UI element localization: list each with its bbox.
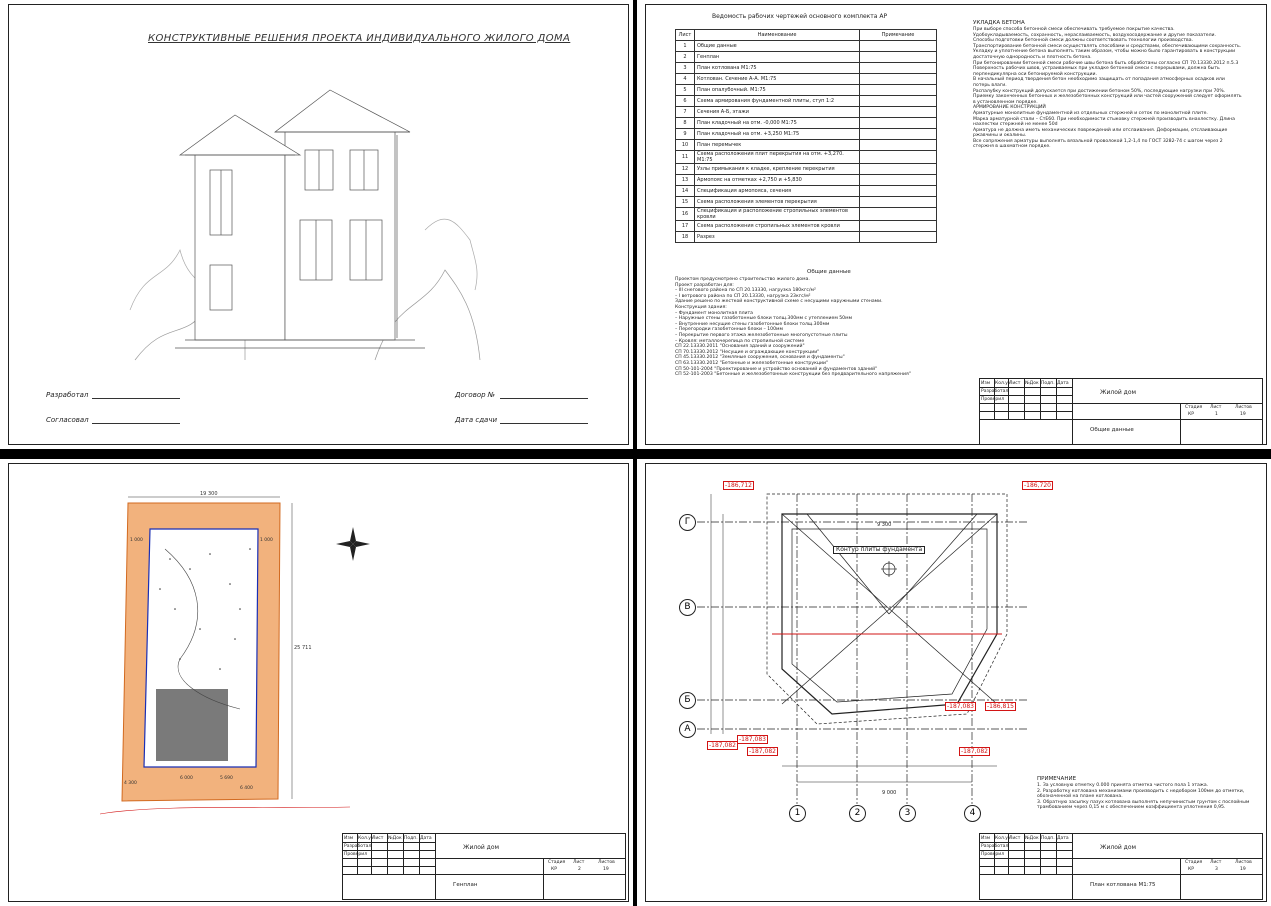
stamp-grid-line xyxy=(1180,858,1181,899)
text-line: – Внутренние несущие стены газобетонные блоки толщ.300мм xyxy=(675,321,830,327)
stamp-header: Лист xyxy=(1009,836,1021,841)
site-plan-drawing xyxy=(60,489,360,819)
text-line: Конструкция здания: xyxy=(675,304,727,310)
signature-line xyxy=(500,423,588,424)
cell-note xyxy=(860,221,937,232)
stamp-object: Жилой дом xyxy=(1100,389,1137,396)
dim-text: 1 000 xyxy=(130,538,143,543)
dim-text: 19 300 xyxy=(200,491,218,497)
cell-note xyxy=(860,85,937,96)
cell-sheet-name: Спецификация армопояса, сечения xyxy=(695,186,860,197)
cell-note xyxy=(860,41,937,52)
dim-text: 6 000 xyxy=(180,776,193,781)
table-row xyxy=(676,107,937,118)
cell-sheet-name: Армопояс на отметках +2,750 и +5,830 xyxy=(695,175,860,186)
stamp-sheet: 2 xyxy=(578,867,581,872)
stamp-header: Лист xyxy=(1009,381,1021,386)
text-line: Поверхность рабочих швов, устраиваемых при укладке бетонной смеси с перерывами, должна быть перпендикулярна оси бетонируемой конструкции. xyxy=(973,66,1220,77)
cell-sheet-name: Схема расположения плит перекрытия на отм. +3,270. М1:75 xyxy=(695,151,860,164)
text-line: Удобоукладываемость, сохранность, нераслаиваемость, воздухосодержание и другие показатели. xyxy=(973,32,1216,38)
dim-text: 5 690 xyxy=(220,776,233,781)
text-line: Укладку и уплотнение бетона выполнять таким образом, чтобы можно было гарантировать в конструкции достаточную однородность и плотность бетона. xyxy=(973,49,1236,60)
text-line: Все сопряжения арматуры выполнять вязальной проволокой 1,2-1,4 по ГОСТ 3282-74 с шагом через 2 стержня в шахматном порядке. xyxy=(973,138,1223,150)
stamp-sheets: 19 xyxy=(1240,412,1246,417)
stamp-grid-line xyxy=(1072,858,1262,859)
stamp-sheet-header: Лист xyxy=(1210,405,1222,410)
stamp-sheets-header: Листов xyxy=(1235,405,1252,410)
text-line: – Наружные стены газобетонные блоки толщ.300мм с утеплением 50мм xyxy=(675,316,853,322)
text-line: – III снегового района по СП 20.13330, нагрузка 180кгс/м² xyxy=(675,288,816,294)
label-delivery: Дата сдачи xyxy=(455,416,498,424)
stamp-grid-line xyxy=(343,866,435,867)
stamp-role: Проверил xyxy=(981,852,1005,857)
cell-sheet-number: 8 xyxy=(676,118,695,129)
stamp-grid-line xyxy=(1180,403,1181,444)
cell-note xyxy=(860,175,937,186)
text-line: Здание решено по жесткой конструктивной схеме с несущими наружными стенами. xyxy=(675,299,883,305)
cell-sheet-name: План кладочный на отм. +3,250 М1:75 xyxy=(695,129,860,140)
title-block xyxy=(342,833,626,900)
text-line: – Перегородки газобетонные блоки – 100мм xyxy=(675,327,783,333)
list-title: Ведомость рабочих чертежей основного комплекта АР xyxy=(712,13,888,20)
cover-title: КОНСТРУКТИВНЫЕ РЕШЕНИЯ ПРОЕКТА ИНДИВИДУАЛЬНОГО ЖИЛОГО ДОМА xyxy=(148,33,571,44)
stamp-stage: КР xyxy=(551,867,557,872)
axis-bubble: 2 xyxy=(849,805,866,822)
cell-sheet-name: Разрез xyxy=(695,232,860,243)
cell-sheet-number: 13 xyxy=(676,175,695,186)
stamp-role: Проверил xyxy=(344,852,368,857)
general-data-text xyxy=(675,277,965,378)
text-line: При выборе способа бетонной смеси обеспечивать требуемое покрытие качества. xyxy=(973,27,1175,32)
text-line: 2. Разработку котлована механизмами производить с недобором 100мм до отметки, обозначенной на плане котлована. xyxy=(1037,788,1245,800)
stamp-sheets-header: Листов xyxy=(598,860,615,865)
cell-sheet-number: 18 xyxy=(676,232,695,243)
axis-bubble: А xyxy=(679,721,696,738)
sheet-cover[interactable] xyxy=(0,0,633,449)
stamp-grid-line xyxy=(435,858,625,859)
text-line: – Кровля: металлочерепица по стропильной системе xyxy=(675,338,805,344)
cell-sheet-number: 6 xyxy=(676,96,695,107)
house-sketch xyxy=(125,70,485,370)
stamp-grid-line xyxy=(980,850,1072,851)
text-line: Марка арматурной стали – СтЕ60. При необходимости стыковку стержней производить внахлестку. Длина нахлестки стержней не менее 50d xyxy=(973,116,1236,128)
text-line: СП 45.13330.2012 "Земляные сооружения, основания и фундаменты" xyxy=(675,355,845,361)
col-note: Примечание xyxy=(860,30,937,41)
stamp-header: Дата xyxy=(420,836,432,841)
text-line: Способы подготовки бетонной смеси должны соответствовать технологии производства. xyxy=(973,38,1194,44)
stamp-grid-line xyxy=(980,403,1072,404)
stamp-role: Разработал xyxy=(344,844,372,849)
text-line: Транспортирование бетонной смеси осуществлять способами и средствами, обеспечивающими сохранность. xyxy=(973,43,1242,49)
stamp-stage-header: Стадия xyxy=(1185,860,1203,865)
cell-note xyxy=(860,197,937,208)
axis-bubble: 4 xyxy=(964,805,981,822)
stamp-sheet-name: Генплан xyxy=(453,882,478,888)
table-row xyxy=(676,221,937,232)
text-line: – Фундамент монолитная плита xyxy=(675,310,754,316)
stamp-header: Подп. xyxy=(1041,836,1055,841)
table-header-row xyxy=(676,30,937,41)
stamp-object: Жилой дом xyxy=(1100,844,1137,851)
stamp-stage-header: Стадия xyxy=(1185,405,1203,410)
elevation-mark: -186,720 xyxy=(1024,482,1051,489)
stamp-grid-line xyxy=(980,395,1072,396)
text-line: СП 63.13330.2012 "Бетонные и железобетонные конструкции" xyxy=(675,360,829,366)
stamp-grid-line xyxy=(1072,379,1073,444)
cell-note xyxy=(860,63,937,74)
cell-sheet-number: 2 xyxy=(676,52,695,63)
cell-sheet-name: План котлована М1:75 xyxy=(695,63,860,74)
cell-note xyxy=(860,52,937,63)
cell-sheet-number: 3 xyxy=(676,63,695,74)
cell-sheet-number: 16 xyxy=(676,208,695,221)
table-row xyxy=(676,208,937,221)
cell-sheet-name: План кладочный на отм. -0,000 М1:75 xyxy=(695,118,860,129)
stamp-sheets-header: Листов xyxy=(1235,860,1252,865)
cell-sheet-name: Схема расположения стропильных элементов кровли xyxy=(695,221,860,232)
table-row xyxy=(676,140,937,151)
concrete-text xyxy=(973,27,1243,150)
cell-sheet-number: 1 xyxy=(676,41,695,52)
cell-sheet-name: Котлован. Сечение А-А. М1:75 xyxy=(695,74,860,85)
sheet-site-plan[interactable] xyxy=(0,459,633,906)
stamp-sheet-header: Лист xyxy=(573,860,585,865)
cell-note xyxy=(860,151,937,164)
cell-sheet-name: Спецификация и расположение стропильных элементов кровли xyxy=(695,208,860,221)
stamp-header: Изм xyxy=(981,381,991,386)
stamp-header: Подп. xyxy=(404,836,418,841)
table-row xyxy=(676,118,937,129)
stamp-grid-line xyxy=(343,874,625,875)
stamp-grid-line xyxy=(980,866,1072,867)
cell-note xyxy=(860,208,937,221)
stamp-grid-line xyxy=(435,834,436,899)
cell-note xyxy=(860,186,937,197)
label-developed: Разработал xyxy=(46,391,89,399)
stamp-sheet-header: Лист xyxy=(1210,860,1222,865)
cell-note xyxy=(860,74,937,85)
axis-bubble: Г xyxy=(679,514,696,531)
text-line: СП 52-101-2003 "Бетонные и железобетонные конструкции без предварительного напряжения" xyxy=(675,372,911,378)
table-row xyxy=(676,74,937,85)
stamp-header: №Док xyxy=(1025,836,1039,841)
dim-text: 4 300 xyxy=(124,781,137,786)
label-agreed: Согласовал xyxy=(46,416,89,424)
notes-text xyxy=(1037,783,1262,811)
stamp-grid-line xyxy=(980,874,1262,875)
axis-bubble: 1 xyxy=(789,805,806,822)
stamp-header: Изм xyxy=(344,836,354,841)
title-block xyxy=(979,378,1263,445)
axis-bubble: 3 xyxy=(899,805,916,822)
table-row xyxy=(676,85,937,96)
col-sheet: Лист xyxy=(676,30,695,41)
elevation-mark: -186,712 xyxy=(725,482,752,489)
dim-text: 25 711 xyxy=(294,645,312,651)
sheet-general-data[interactable] xyxy=(637,0,1271,449)
text-line: Арматурные монолитные фундаментной из отдельных стержней и сеток по монолитной плите. xyxy=(973,110,1208,116)
stamp-header: Кол.уч xyxy=(995,381,1011,386)
elevation-mark: -187,083 xyxy=(739,736,766,743)
cell-sheet-name: План опалубочный. М1:75 xyxy=(695,85,860,96)
cell-sheet-number: 5 xyxy=(676,85,695,96)
general-data-title: Общие данные xyxy=(807,269,851,275)
cell-note xyxy=(860,140,937,151)
table-row xyxy=(676,164,937,175)
elevation-mark: -186,815 xyxy=(987,703,1014,710)
stamp-role: Разработал xyxy=(981,389,1009,394)
drawing-list-table xyxy=(675,29,937,243)
stamp-header: Дата xyxy=(1057,836,1069,841)
cell-sheet-name: Схема армирования фундаментной плиты, ступ 1:2 xyxy=(695,96,860,107)
elevation-mark: -187,082 xyxy=(749,748,776,755)
stamp-stage: КР xyxy=(1188,867,1194,872)
dim-text: 6 400 xyxy=(240,786,253,791)
table-row xyxy=(676,63,937,74)
table-row xyxy=(676,232,937,243)
signature-line xyxy=(92,398,180,399)
text-line: Проектом предусмотрено строительство жилого дома. xyxy=(675,277,810,282)
table-row xyxy=(676,41,937,52)
dim-total: 9 000 xyxy=(882,790,897,796)
table-row xyxy=(676,186,937,197)
cell-sheet-number: 10 xyxy=(676,140,695,151)
table-row xyxy=(676,197,937,208)
stamp-grid-line xyxy=(980,387,1072,388)
table-row xyxy=(676,151,937,164)
stamp-grid-line xyxy=(343,850,435,851)
axis-bubble: Б xyxy=(679,692,696,709)
table-row xyxy=(676,129,937,140)
stamp-grid-line xyxy=(1072,403,1262,404)
dim-text: 1 000 xyxy=(260,538,273,543)
cell-sheet-number: 17 xyxy=(676,221,695,232)
label-contract: Договор № xyxy=(455,391,496,399)
elevation-mark: -187,082 xyxy=(709,742,736,749)
text-line: 1. За условную отметку 0.000 принята отметка чистого пола 1 этажа. xyxy=(1037,783,1209,788)
title-block xyxy=(979,833,1263,900)
text-line: Арматура не должна иметь механических повреждений или отслаивания. Деформации, отслаивающие ржавчины и окалины. xyxy=(973,127,1228,139)
text-line: Распалубку конструкций допускается при достижении бетоном 50%, последующие нагрузки при 70%. xyxy=(973,88,1226,94)
elevation-mark: -187,083 xyxy=(947,703,974,710)
sheet-divider xyxy=(0,449,1271,459)
stamp-grid-line xyxy=(1072,834,1073,899)
cell-note xyxy=(860,118,937,129)
stamp-header: №Док xyxy=(388,836,402,841)
col-name: Наименование xyxy=(695,30,860,41)
stamp-sheet-name: Общие данные xyxy=(1090,427,1134,433)
text-line: СП 70.13330.2012 "Несущие и ограждающие конструкции" xyxy=(675,349,820,355)
stamp-sheet: 3 xyxy=(1215,867,1218,872)
text-line: АРМИРОВАНИЕ КОНСТРУКЦИЙ xyxy=(973,105,1046,111)
stamp-object: Жилой дом xyxy=(463,844,500,851)
stamp-grid-line xyxy=(980,842,1072,843)
dim-top: 9 300 xyxy=(877,522,892,528)
text-line: При бетонировании бетонной смеси рабочие швы бетона быть обработаны согласно СП 70.13330.2012 п.5.3 xyxy=(973,60,1239,66)
concrete-title: УКЛАДКА БЕТОНА xyxy=(973,20,1025,26)
text-line: В начальный период твердения бетон необходимо защищать от попадания атмосферных осадков или потерь влаги. xyxy=(973,77,1225,88)
stamp-grid-line xyxy=(343,858,435,859)
sheet-pit-plan[interactable] xyxy=(637,459,1271,906)
stamp-grid-line xyxy=(980,419,1262,420)
cell-sheet-name: План перемычек xyxy=(695,140,860,151)
compass-icon xyxy=(336,527,370,561)
table-row xyxy=(676,52,937,63)
text-line: – I ветрового района по СП 20.13330, нагрузка 23кгс/м² xyxy=(675,293,811,299)
stamp-sheets: 19 xyxy=(1240,867,1246,872)
cell-note xyxy=(860,129,937,140)
stamp-stage: КР xyxy=(1188,412,1194,417)
cell-sheet-number: 9 xyxy=(676,129,695,140)
cell-sheet-name: Общие данные xyxy=(695,41,860,52)
text-line: – Перекрытие первого этажа железобетонные многопустотные плиты xyxy=(675,332,848,338)
table-row xyxy=(676,175,937,186)
cell-sheet-number: 15 xyxy=(676,197,695,208)
house-footprint xyxy=(156,689,228,761)
signature-line xyxy=(500,398,588,399)
stamp-header: Изм xyxy=(981,836,991,841)
elevation-mark: -187,082 xyxy=(961,748,988,755)
stamp-header: Кол.уч xyxy=(995,836,1011,841)
stamp-grid-line xyxy=(343,842,435,843)
stamp-stage-header: Стадия xyxy=(548,860,566,865)
cell-sheet-number: 12 xyxy=(676,164,695,175)
cell-sheet-number: 7 xyxy=(676,107,695,118)
stamp-role: Проверил xyxy=(981,397,1005,402)
cell-note xyxy=(860,96,937,107)
stamp-header: №Док xyxy=(1025,381,1039,386)
signature-line xyxy=(92,423,180,424)
pit-plan-drawing xyxy=(667,474,1077,834)
stamp-header: Кол.уч xyxy=(358,836,374,841)
stamp-sheet-name: План котлована М1:75 xyxy=(1090,882,1156,888)
stamp-header: Дата xyxy=(1057,381,1069,386)
stamp-header: Лист xyxy=(372,836,384,841)
table-row xyxy=(676,96,937,107)
text-line: 3. Обратную засыпку пазух котлована выполнять непучинистым грунтом с послойным трамбованием через 0,15 м с обеспечением коэффициента уплотнения 0,95. xyxy=(1037,799,1250,811)
cell-sheet-number: 11 xyxy=(676,151,695,164)
cell-sheet-name: Сечения А-Б, этажи xyxy=(695,107,860,118)
slab-contour-label: Контур плиты фундамента xyxy=(833,546,925,554)
notes-title: ПРИМЕЧАНИЕ xyxy=(1037,776,1077,782)
stamp-role: Разработал xyxy=(981,844,1009,849)
cell-sheet-name: Узлы примыкания к кладке, крепление перекрытия xyxy=(695,164,860,175)
cell-sheet-name: Схема расположения элементов перекрытия xyxy=(695,197,860,208)
cell-note xyxy=(860,232,937,243)
stamp-grid-line xyxy=(543,858,544,899)
stamp-sheet: 1 xyxy=(1215,412,1218,417)
cell-sheet-number: 14 xyxy=(676,186,695,197)
text-line: СП 22.13330.2011 "Основания зданий и сооружений" xyxy=(675,344,805,350)
text-line: Проект разработан для: xyxy=(675,282,734,288)
stamp-grid-line xyxy=(980,858,1072,859)
cell-note xyxy=(860,107,937,118)
stamp-sheets: 19 xyxy=(603,867,609,872)
text-line: Приемку законченных бетонных и железобетонных конструкций или частей сооружений следует оформлять в установленном порядке. xyxy=(973,94,1242,105)
text-line: СП 50-101-2004 "Проектирование и устройство оснований и фундаментов зданий" xyxy=(675,366,878,372)
stamp-grid-line xyxy=(980,411,1072,412)
cell-note xyxy=(860,164,937,175)
stamp-header: Подп. xyxy=(1041,381,1055,386)
cell-sheet-number: 4 xyxy=(676,74,695,85)
cell-sheet-name: Генплан xyxy=(695,52,860,63)
axis-bubble: В xyxy=(679,599,696,616)
